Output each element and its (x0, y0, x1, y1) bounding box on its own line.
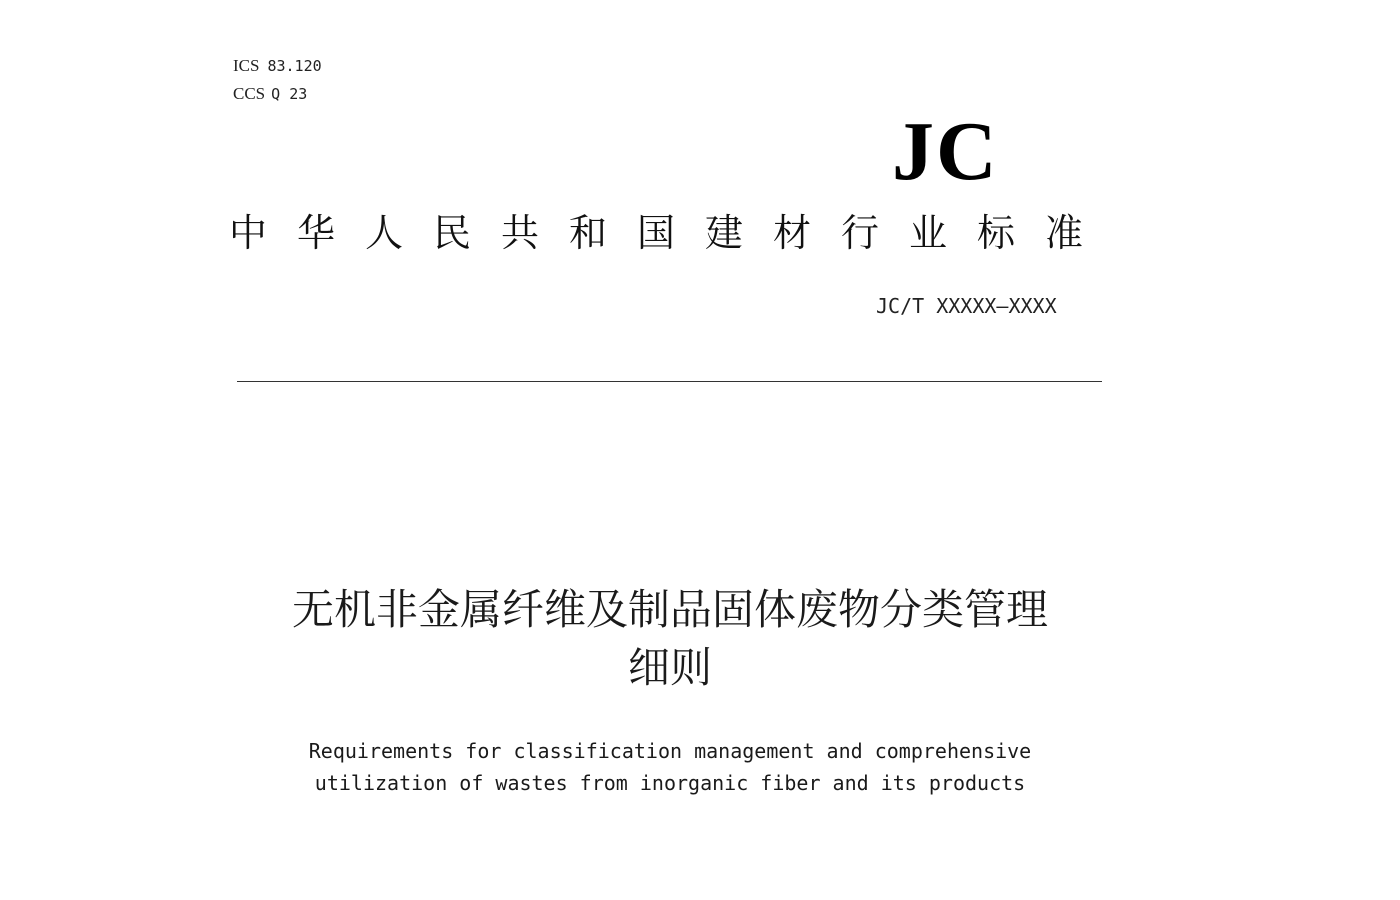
standard-type-heading: 中华人民共和国建材行业标准 (229, 211, 1114, 255)
category-mark-logo: JC (892, 105, 999, 198)
english-title (240, 735, 1100, 799)
english-title-line-1: Requirements for classification management and comprehensive (308, 739, 1032, 763)
standard-number: JC/T XXXXX—XXXX (876, 294, 1057, 318)
ccs-row (233, 80, 322, 108)
ccs-label: CCS (233, 84, 266, 103)
ics-row (233, 52, 322, 80)
ccs-code: Q 23 (271, 85, 308, 103)
chinese-title-line-1: 无机非金属纤维及制品固体废物分类管理 (291, 585, 1048, 634)
ics-code: 83.120 (267, 57, 322, 75)
header-divider (237, 381, 1102, 382)
english-title-line-2: utilization of wastes from inorganic fiber and its products (314, 771, 1026, 795)
chinese-title (200, 581, 1140, 697)
classification-codes (233, 52, 322, 108)
ics-label: ICS (233, 56, 260, 75)
chinese-title-line-2: 细则 (627, 643, 712, 692)
